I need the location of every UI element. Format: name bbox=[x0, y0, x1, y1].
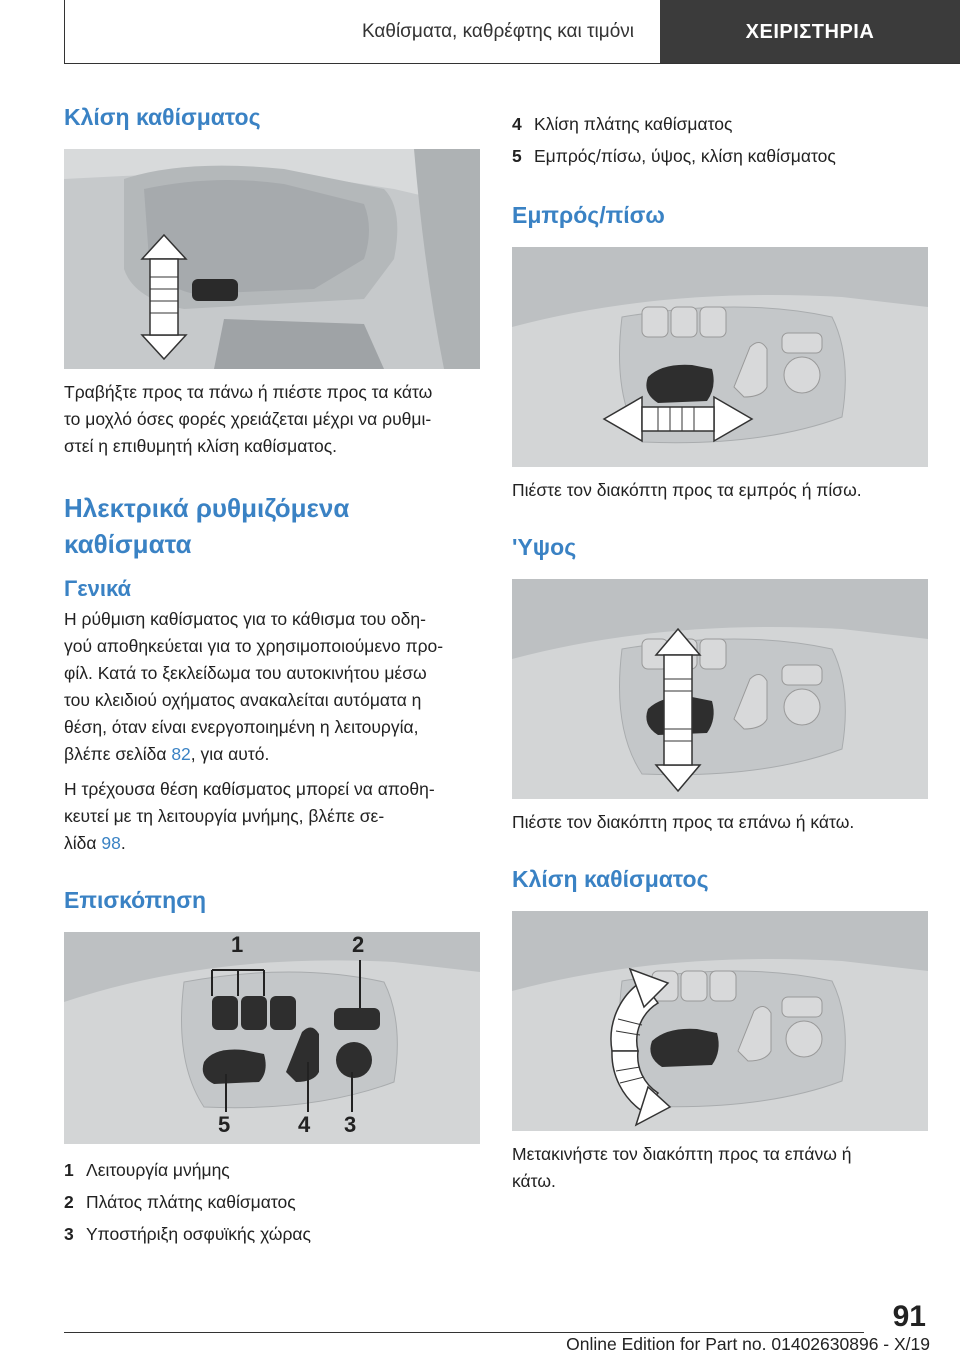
text-line: Τραβήξτε προς τα πάνω ή πιέστε προς τα κάτω bbox=[64, 382, 433, 402]
text-fragment: , για αυτό. bbox=[190, 744, 270, 764]
item-number: 1 bbox=[64, 1160, 74, 1180]
general-paragraph-1 bbox=[64, 606, 480, 768]
list-item bbox=[64, 1218, 480, 1250]
item-number: 4 bbox=[512, 114, 522, 134]
text-line: Μετακινήστε τον διακόπτη προς τα επάνω ή bbox=[512, 1144, 852, 1164]
callout-1: 1 bbox=[231, 932, 244, 957]
seat-controls-overview-image bbox=[64, 932, 480, 1144]
text-line bbox=[64, 741, 480, 768]
item-number: 3 bbox=[64, 1224, 74, 1244]
page-link-98[interactable]: 98 bbox=[101, 833, 121, 853]
list-item bbox=[512, 108, 928, 140]
tilt-caption bbox=[512, 1141, 928, 1195]
callout-3: 3 bbox=[344, 1112, 357, 1137]
item-label: Εμπρός/πίσω, ύψος, κλίση καθίσματος bbox=[534, 146, 836, 166]
footer-edition: Online Edition for Part no. 01402630896 - X/19 bbox=[566, 1334, 930, 1354]
tilt-image bbox=[512, 911, 928, 1131]
item-label: Υποστήριξη οσφυϊκής χώρας bbox=[86, 1224, 311, 1244]
seat-tilt-heading: Κλίση καθίσματος bbox=[64, 104, 261, 130]
text-fragment: βλέπε σελίδα bbox=[64, 744, 172, 764]
text-fragment: λίδα bbox=[64, 833, 102, 853]
height-image bbox=[512, 579, 928, 799]
item-number: 2 bbox=[64, 1192, 74, 1212]
overview-legend bbox=[64, 1154, 480, 1250]
list-item bbox=[512, 140, 928, 172]
text-line: φίλ. Κατά το ξεκλείδωμα του αυτοκινήτου μέσω bbox=[64, 663, 427, 683]
callout-2: 2 bbox=[352, 932, 365, 957]
heading-line: καθίσματα bbox=[64, 529, 192, 559]
page-number: 91 bbox=[892, 1300, 926, 1333]
tilt-heading: Κλίση καθίσματος bbox=[512, 866, 709, 892]
overview-legend-continued bbox=[512, 108, 928, 172]
callout-4: 4 bbox=[298, 1112, 311, 1137]
text-line: στεί η επιθυμητή κλίση καθίσματος. bbox=[64, 436, 338, 456]
section-tab[interactable]: ΧΕΙΡΙΣΤΗΡΙΑ bbox=[660, 0, 960, 64]
fwd-back-image bbox=[512, 247, 928, 467]
height-caption: Πιέστε τον διακόπτη προς τα επάνω ή κάτω. bbox=[512, 812, 855, 832]
heading-line: Ηλεκτρικά ρυθμιζόμενα bbox=[64, 493, 350, 523]
general-paragraph-2 bbox=[64, 776, 480, 857]
text-line: του κλειδιού οχήματος ανακαλείται αυτόματα η bbox=[64, 690, 422, 710]
seat-lever-image bbox=[64, 149, 480, 369]
text-line: κάτω. bbox=[512, 1171, 556, 1191]
left-column bbox=[64, 100, 480, 1250]
general-heading: Γενικά bbox=[64, 576, 132, 601]
text-line bbox=[64, 830, 480, 857]
text-line: κευτεί με τη λειτουργία μνήμης, βλέπε σε- bbox=[64, 806, 385, 826]
fwd-back-heading: Εμπρός/πίσω bbox=[512, 202, 665, 228]
list-item bbox=[64, 1186, 480, 1218]
fwd-back-caption: Πιέστε τον διακόπτη προς τα εμπρός ή πίσω. bbox=[512, 480, 862, 500]
electric-seats-heading bbox=[64, 490, 480, 562]
seat-tilt-text bbox=[64, 379, 480, 460]
chapter-title: Καθίσματα, καθρέφτης και τιμόνι bbox=[361, 21, 634, 42]
item-number: 5 bbox=[512, 146, 522, 166]
text-line: Η ρύθμιση καθίσματος για το κάθισμα του οδη- bbox=[64, 609, 426, 629]
footer-rule bbox=[64, 1332, 864, 1333]
text-line: Η τρέχουσα θέση καθίσματος μπορεί να αποθη- bbox=[64, 779, 435, 799]
text-fragment: . bbox=[120, 833, 126, 853]
header-rule bbox=[64, 63, 960, 64]
item-label: Πλάτος πλάτης καθίσματος bbox=[86, 1192, 296, 1212]
page-link-82[interactable]: 82 bbox=[171, 744, 191, 764]
text-line: το μοχλό όσες φορές χρειάζεται μέχρι να ρυθμι- bbox=[64, 409, 432, 429]
list-item bbox=[64, 1154, 480, 1186]
right-column bbox=[512, 108, 928, 1195]
callout-5: 5 bbox=[218, 1112, 231, 1137]
overview-heading: Επισκόπηση bbox=[64, 887, 206, 913]
text-line: γού αποθηκεύεται για το χρησιμοποιούμενο προ- bbox=[64, 636, 444, 656]
item-label: Κλίση πλάτης καθίσματος bbox=[534, 114, 733, 134]
height-heading: 'Υψος bbox=[512, 534, 577, 560]
item-label: Λειτουργία μνήμης bbox=[86, 1160, 230, 1180]
text-line: θέση, όταν είναι ενεργοποιημένη η λειτουργία, bbox=[64, 717, 419, 737]
